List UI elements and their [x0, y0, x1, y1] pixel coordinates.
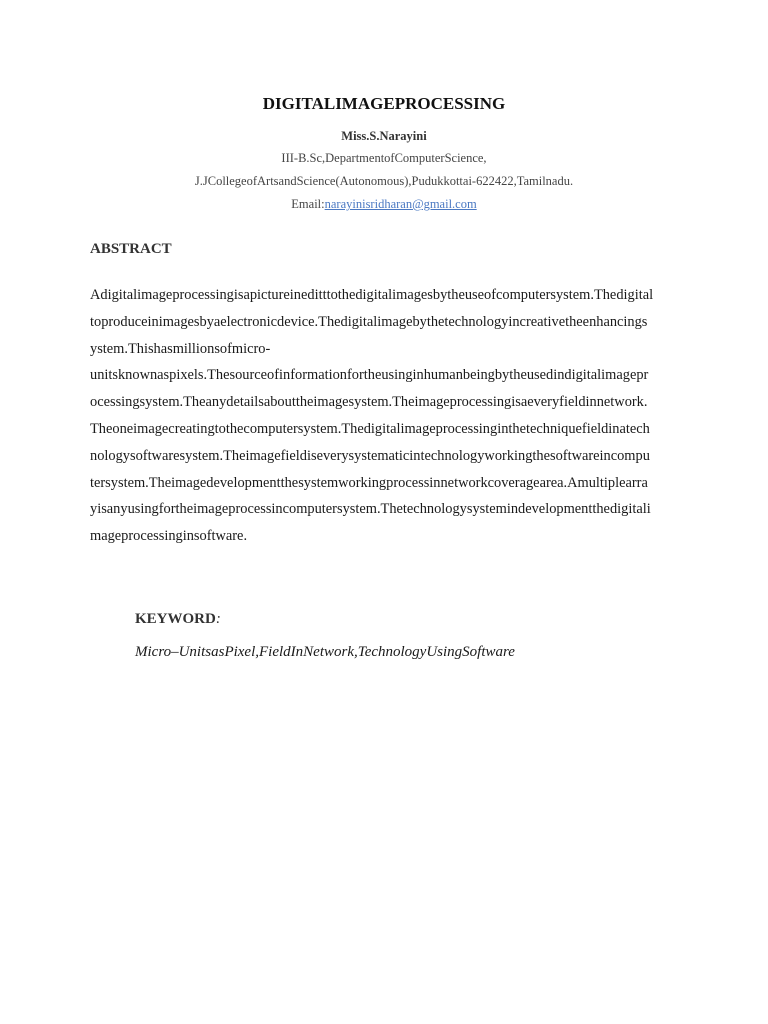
paper-title: DIGITALIMAGEPROCESSING — [262, 94, 506, 113]
abstract-line: yisanyusingfortheimageprocessincomputersystem.Thetechnologysystemindevelopmentthedigitali — [90, 501, 651, 518]
keyword-heading-colon: : — [215, 611, 221, 627]
email-link[interactable]: narayinisridharan@gmail.com — [324, 197, 477, 211]
email-line — [0, 197, 768, 212]
abstract-line: ocessingsystem.Theanydetailsabouttheimagesystem.Theimageprocessingisaeveryfieldinnetwork. — [90, 394, 648, 411]
keyword-heading — [135, 611, 221, 628]
abstract-heading: ABSTRACT — [90, 241, 172, 257]
abstract-line: Adigitalimageprocessingisapictureineditttothedigitalimagesbytheuseofcomputersystem.Thedigital — [90, 287, 654, 303]
abstract-body — [90, 282, 678, 550]
abstract-line: tersystem.Theimagedevelopmentthesystemworkingprocessinnetworkcoveragearea.Amultiplearra — [90, 474, 648, 491]
abstract-line: toproduceinimagesbyaelectronicdevice.Thedigitalimagebythetechnologyincreativetheenhancings — [90, 313, 648, 330]
keyword-heading-text: KEYWORD — [135, 611, 216, 627]
affiliation-department: III-B.Sc,DepartmentofComputerScience, — [281, 151, 487, 165]
keyword-list: Micro–UnitsasPixel,FieldInNetwork,TechnologyUsingSoftware — [135, 644, 515, 660]
affiliation-college: J.JCollegeofArtsandScience(Autonomous),Pudukkottai-622422,Tamilnadu. — [194, 174, 574, 188]
abstract-line: mageprocessinginsoftware. — [90, 528, 248, 545]
abstract-line: ystem.Thishasmillionsofmicro- — [90, 340, 271, 357]
email-label: Email: — [291, 197, 325, 211]
abstract-line: Theoneimagecreatingtothecomputersystem.Thedigitalimageprocessinginthetechniquefieldinatech — [90, 420, 650, 437]
abstract-line: nologysoftwaresystem.Theimagefieldiseverysystematicintechnologyworkingthesoftwareincompu — [90, 447, 650, 464]
abstract-line: unitsknownaspixels.Thesourceofinformationfortheusinginhumanbeingbytheusedindigitalimagepr — [90, 367, 649, 384]
author-name: Miss.S.Narayini — [341, 129, 427, 143]
